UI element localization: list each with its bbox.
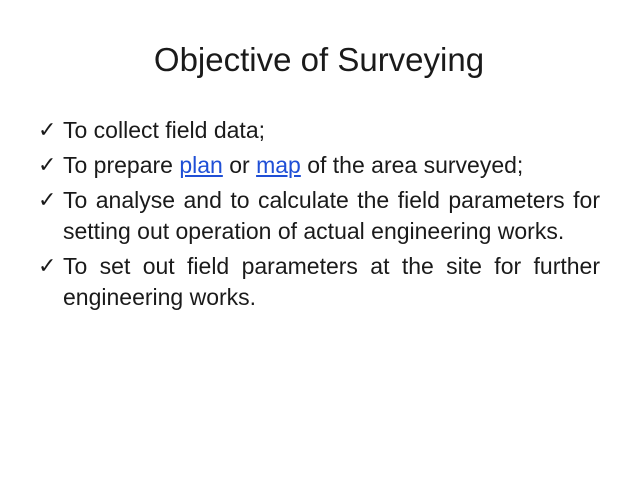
slide-title: Objective of Surveying: [153, 41, 485, 78]
bullet-text: To collect field data;: [63, 117, 266, 143]
bullet-text-after: of the area surveyed;: [300, 152, 524, 178]
checkmark-icon: ✓: [38, 118, 57, 143]
bullet-item: [38, 251, 600, 313]
map-link[interactable]: map: [256, 152, 301, 178]
checkmark-icon: ✓: [38, 153, 57, 178]
checkmark-icon: ✓: [38, 254, 57, 279]
bullet-text: To set out field parameters at the site for further engineering works.: [63, 253, 600, 310]
plan-link[interactable]: plan: [179, 152, 223, 178]
bullet-item: [38, 185, 600, 247]
bullet-text: To analyse and to calculate the field parameters for setting out operation of actual engineering works.: [63, 187, 600, 244]
bullet-list: [38, 115, 600, 317]
bullet-text-middle: or: [222, 152, 257, 178]
checkmark-icon: ✓: [38, 188, 57, 213]
bullet-text-before: To prepare: [63, 152, 180, 178]
bullet-item: [38, 150, 600, 181]
bullet-item: [38, 115, 600, 146]
